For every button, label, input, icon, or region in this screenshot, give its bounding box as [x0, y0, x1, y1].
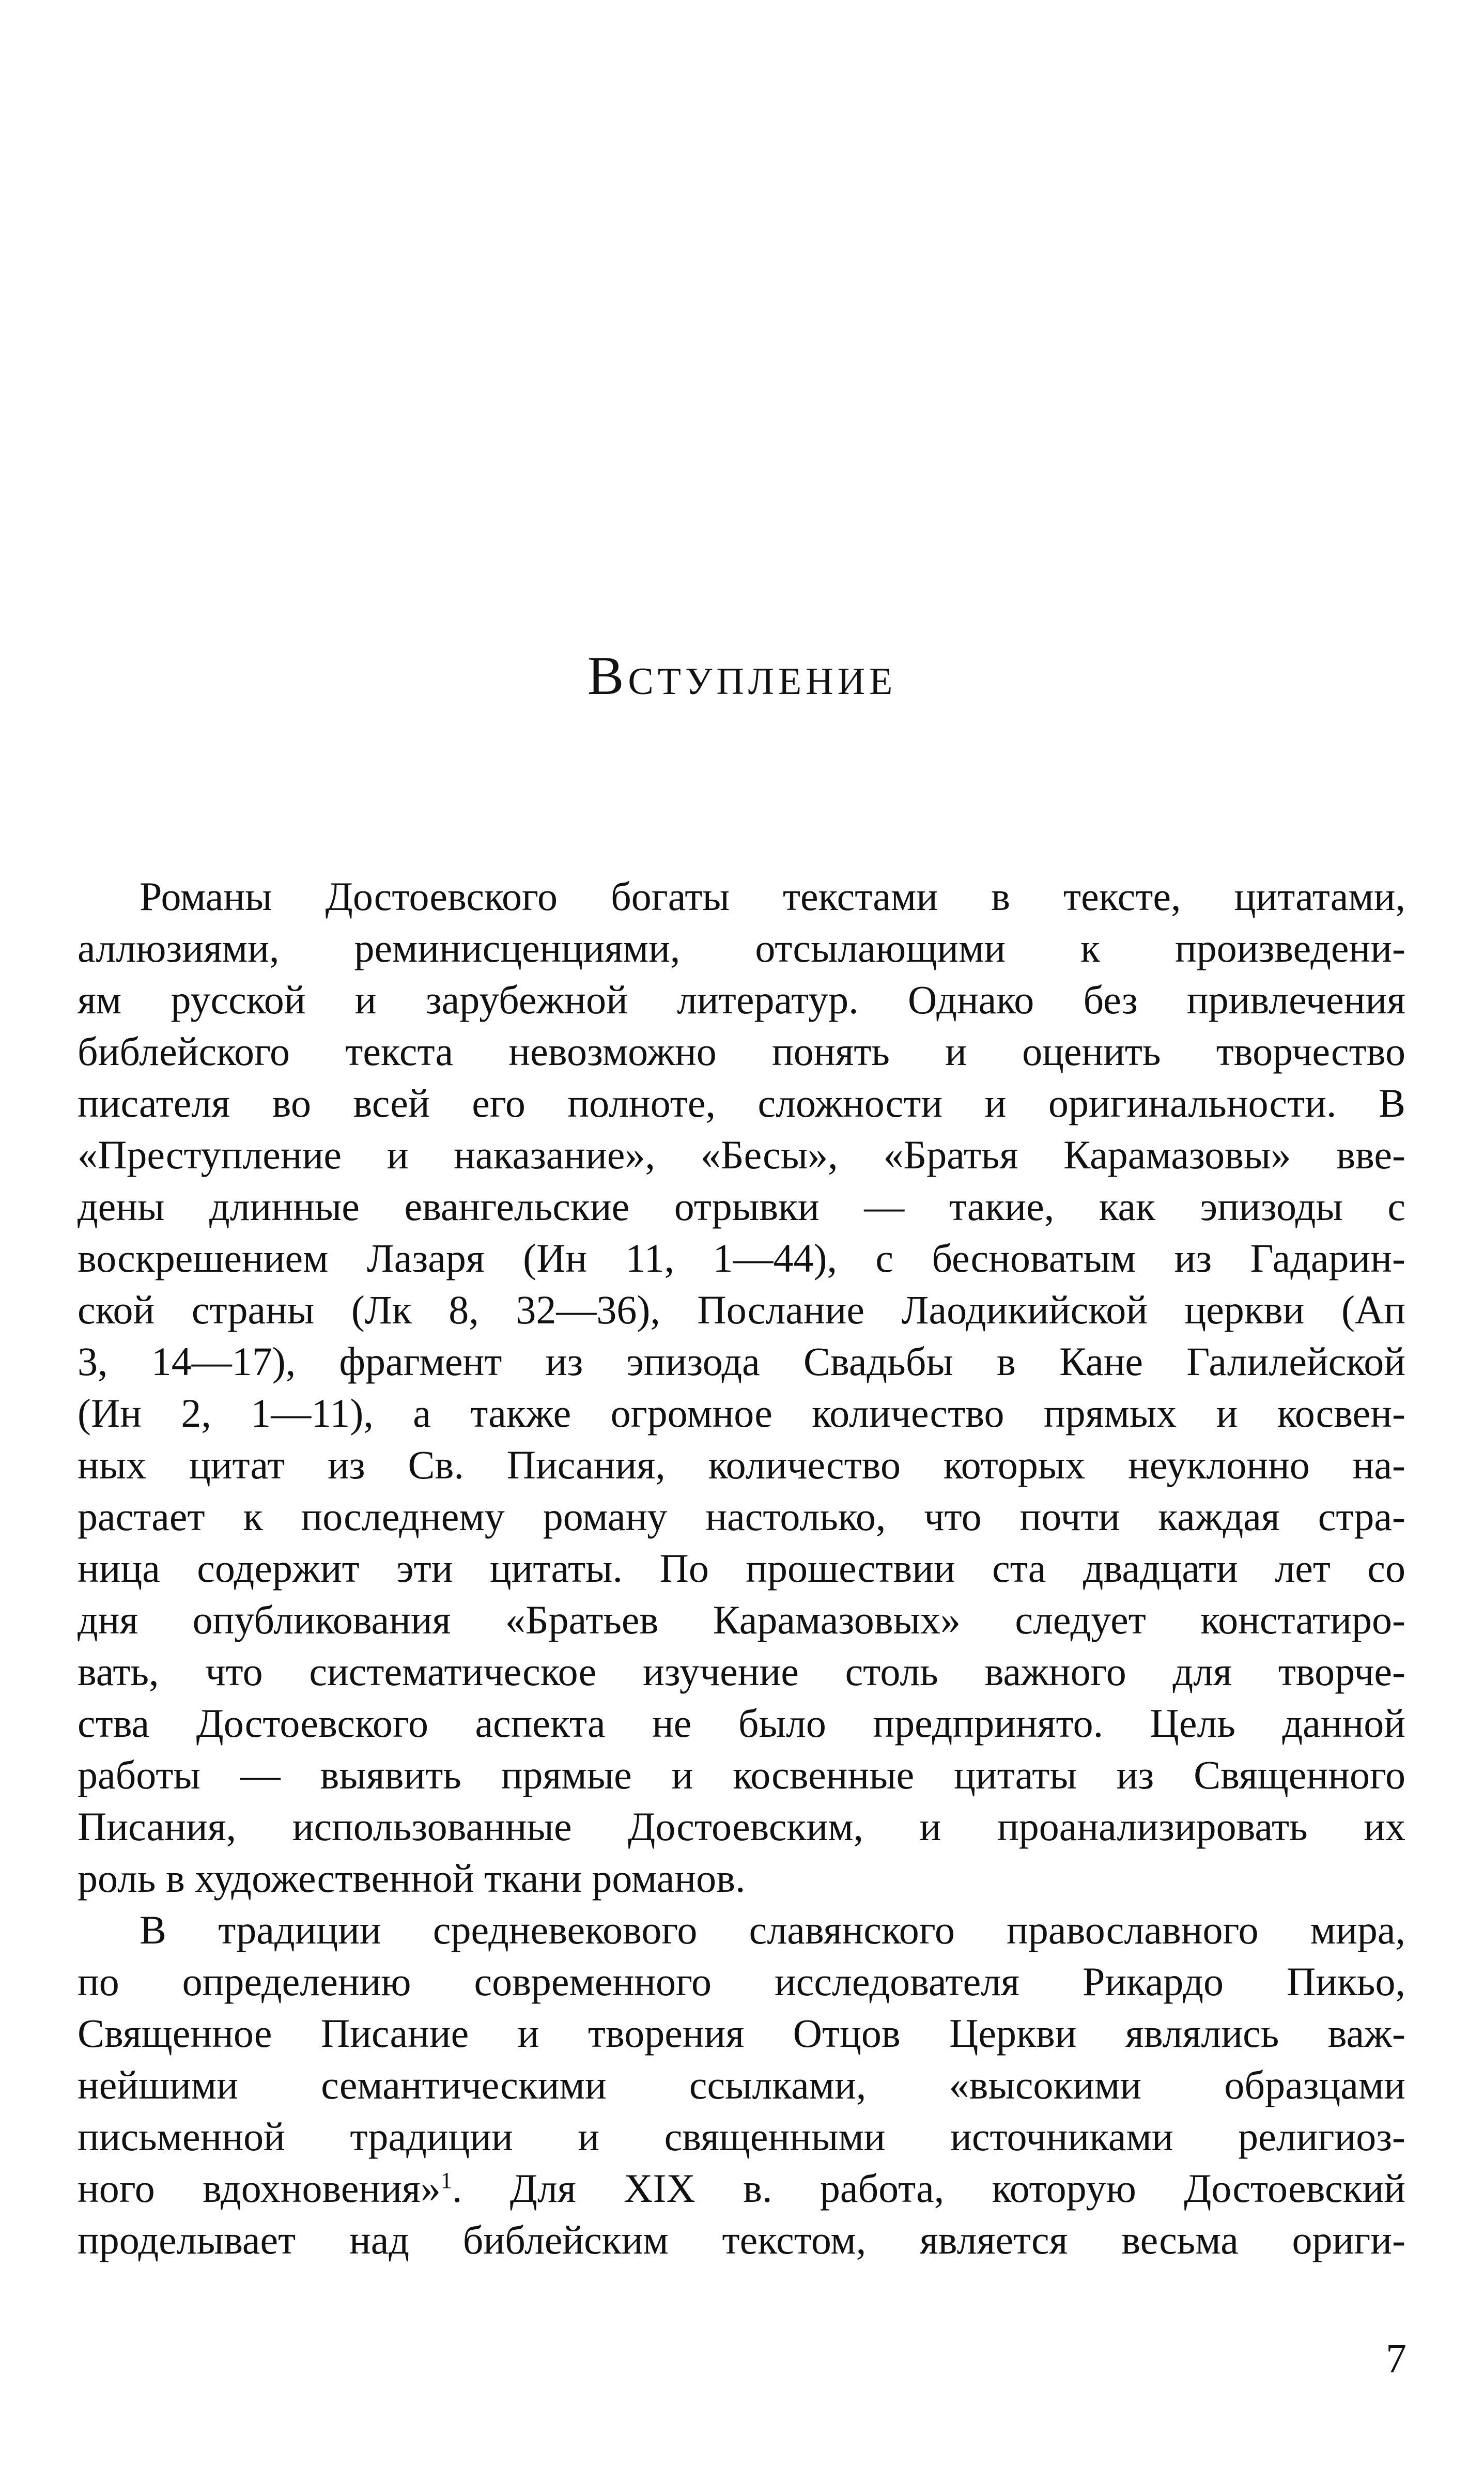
- text-segment: ного вдохновения»: [78, 2166, 441, 2211]
- text-line: 3, 14—17), фрагмент из эпизода Свадьбы в Кане Галилейской: [78, 1339, 1405, 1384]
- text-line: ных цитат из Св. Писания, количество которых неуклонно на-: [78, 1442, 1405, 1487]
- chapter-title: Вступление: [587, 645, 897, 706]
- text-line: роль в художественной ткани романов.: [78, 1856, 746, 1901]
- text-line: библейского текста невозможно понять и оценить творчество: [78, 1029, 1405, 1074]
- text-line-with-footnote: [78, 2163, 1405, 2214]
- text-line: дены длинные евангельские отрывки — такие, как эпизоды с: [78, 1184, 1405, 1229]
- text-line: проделывает над библейским текстом, является весьма ориги-: [78, 2217, 1405, 2262]
- text-line: нейшими семантическими ссылками, «высокими образцами: [78, 2062, 1405, 2107]
- text-line: ской страны (Лк 8, 32—36), Послание Лаодикийской церкви (Ап: [78, 1287, 1405, 1332]
- text-line: по определению современного исследователя Рикардо Пикьо,: [78, 1959, 1405, 2004]
- text-line: «Преступление и наказание», «Бесы», «Братья Карамазовы» вве-: [78, 1132, 1405, 1177]
- text-line: растает к последнему роману настолько, что почти каждая стра-: [78, 1494, 1405, 1539]
- text-line: ям русской и зарубежной литератур. Однако без привлечения: [78, 977, 1405, 1022]
- text-line: Романы Достоевского богаты текстами в тексте, цитатами,: [140, 874, 1405, 919]
- text-line: письменной традиции и священными источниками религиоз-: [78, 2114, 1405, 2159]
- text-line: вать, что систематическое изучение столь важного для творче-: [78, 1649, 1405, 1694]
- text-line: Священное Писание и творения Отцов Церкви являлись важ-: [78, 2011, 1405, 2056]
- text-line: ница содержит эти цитаты. По прошествии ста двадцати лет со: [78, 1546, 1405, 1591]
- text-line: ства Достоевского аспекта не было предпринято. Цель данной: [78, 1701, 1405, 1746]
- text-segment: . Для XIX в. работа, которую Достоевский: [452, 2166, 1405, 2211]
- text-line: В традиции средневекового славянского православного мира,: [140, 1907, 1405, 1952]
- page-number: 7: [1386, 2336, 1406, 2382]
- text-line: Писания, использованные Достоевским, и проанализировать их: [78, 1804, 1405, 1849]
- text-line: аллюзиями, реминисценциями, отсылающими к произведени-: [78, 926, 1405, 970]
- text-line: писателя во всей его полноте, сложности и оригинальности. В: [78, 1081, 1405, 1125]
- text-line: воскрешением Лазаря (Ин 11, 1—44), с бесноватым из Гадарин-: [78, 1236, 1405, 1281]
- footnote-marker[interactable]: 1: [440, 2168, 452, 2193]
- text-line: (Ин 2, 1—11), а также огромное количество прямых и косвен-: [78, 1391, 1405, 1436]
- text-line: дня опубликования «Братьев Карамазовых» следует констатиро-: [78, 1597, 1405, 1642]
- text-line: работы — выявить прямые и косвенные цитаты из Священного: [78, 1752, 1405, 1797]
- body-text: [78, 871, 1405, 2266]
